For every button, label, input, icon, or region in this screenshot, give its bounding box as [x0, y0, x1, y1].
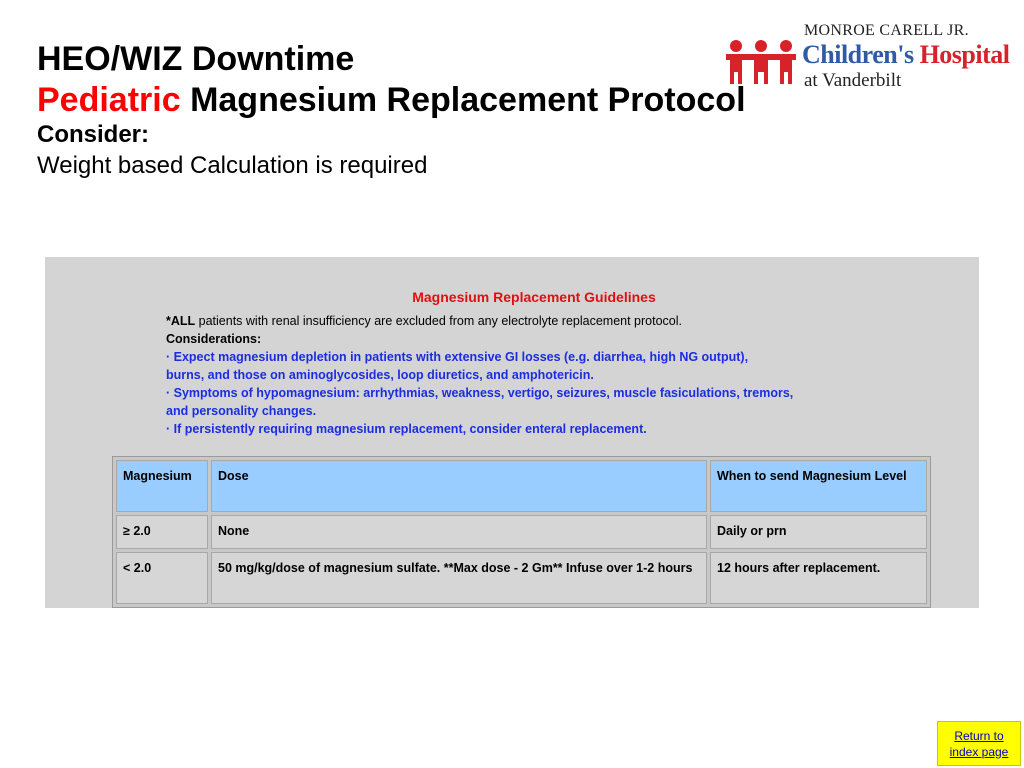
return-link[interactable]: Return to index page [949, 728, 1009, 759]
header-when-to-send: When to send Magnesium Level [710, 460, 927, 512]
page-subtitle [37, 80, 746, 120]
exclusion-text: patients with renal insufficiency are excluded from any electrolyte replacement protocol. [195, 314, 682, 328]
weight-note: Weight based Calculation is required [37, 152, 428, 179]
children-figures-icon [724, 38, 798, 88]
logo-line-vanderbilt: at Vanderbilt [804, 70, 902, 91]
guidelines-panel [45, 257, 979, 608]
considerations-label: Considerations: [166, 332, 262, 346]
consider-label: Consider: [37, 121, 150, 148]
logo-hospital-word: Hospital [913, 40, 1010, 69]
page-title: HEO/WIZ Downtime [37, 40, 355, 78]
header-dose: Dose [211, 460, 707, 512]
logo-line-children [802, 40, 1009, 70]
cell-dose: 50 mg/kg/dose of magnesium sulfate. **Max dose - 2 Gm** Infuse over 1-2 hours [211, 552, 707, 604]
consideration-line: · Symptoms of hypomagnesium: arrhythmias, weakness, vertigo, seizures, muscle fasiculations, tremors, [166, 386, 794, 400]
table-header-row [116, 460, 927, 512]
cell-magnesium: < 2.0 [116, 552, 208, 604]
table-row [116, 515, 927, 549]
exclusion-note [166, 312, 926, 330]
consideration-line: · If persistently requiring magnesium replacement, consider enteral replacement. [166, 422, 647, 436]
guidelines-text [166, 312, 926, 438]
table-row [116, 552, 927, 604]
cell-magnesium: ≥ 2.0 [116, 515, 208, 549]
pediatric-accent: Pediatric [37, 81, 181, 119]
all-prefix: *ALL [166, 314, 196, 328]
consideration-line: burns, and those on aminoglycosides, loop diuretics, and amphotericin. [166, 368, 594, 382]
cell-when: Daily or prn [710, 515, 927, 549]
return-to-index-button[interactable] [937, 721, 1021, 766]
header-magnesium: Magnesium [116, 460, 208, 512]
hospital-logo [724, 18, 1010, 94]
cell-dose: None [211, 515, 707, 549]
consideration-line: · Expect magnesium depletion in patients with extensive GI losses (e.g. diarrhea, high NG output), [166, 350, 749, 364]
dosing-table [112, 456, 931, 608]
logo-line-monroe: MONROE CARELL JR. [804, 22, 969, 39]
consideration-line: and personality changes. [166, 404, 317, 418]
protocol-title: Magnesium Replacement Protocol [180, 81, 746, 119]
guidelines-title: Magnesium Replacement Guidelines [412, 289, 656, 305]
logo-children-word: Children's [802, 40, 914, 69]
cell-when: 12 hours after replacement. [710, 552, 927, 604]
title-block [37, 38, 746, 182]
